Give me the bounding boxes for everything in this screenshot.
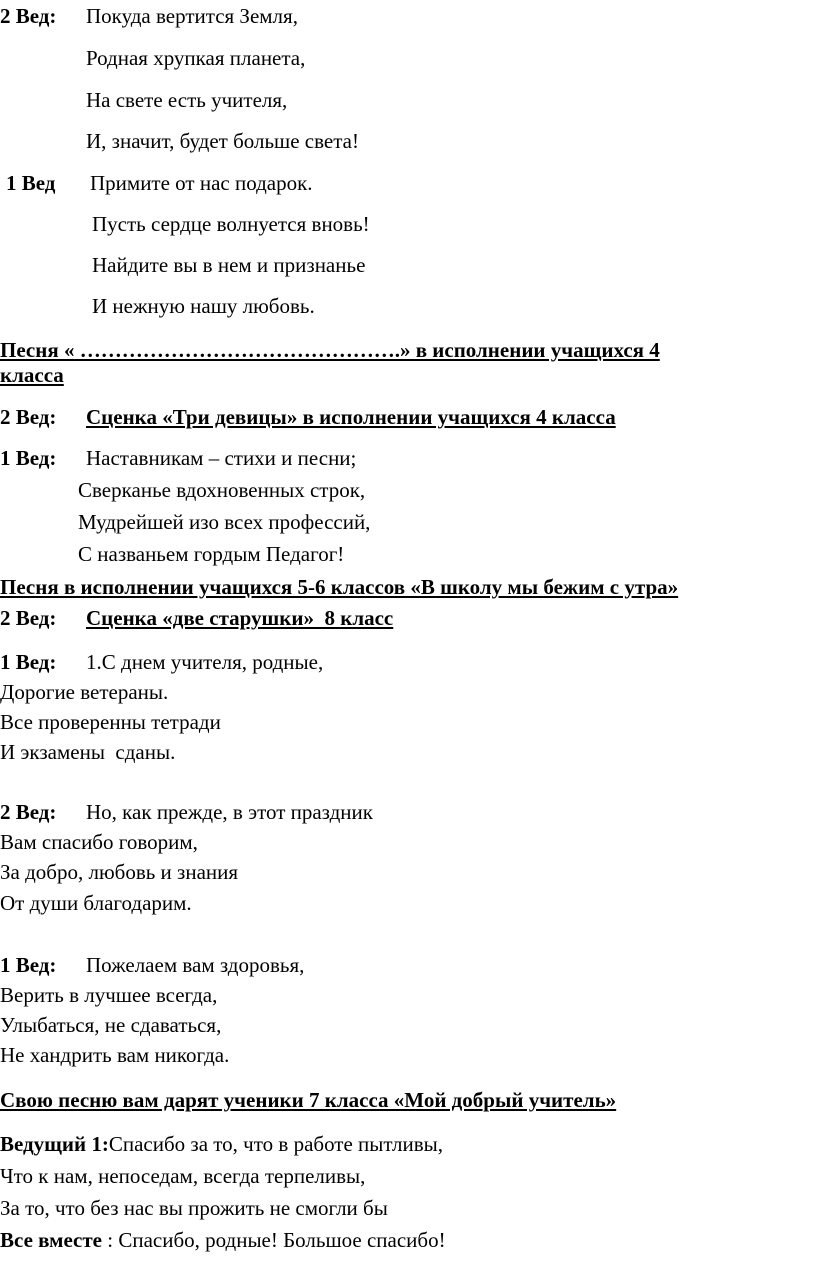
speaker-label: Ведущий 1:	[0, 1132, 109, 1156]
finale-line	[0, 1228, 446, 1252]
speaker-label: Все вместе	[0, 1228, 102, 1252]
verse-line: Вам спасибо говорим,	[0, 830, 198, 854]
verse-line: И нежную нашу любовь.	[92, 294, 315, 318]
finale-text: : Спасибо, родные! Большое спасибо!	[101, 1228, 446, 1252]
verse-line: Родная хрупкая планета,	[86, 46, 306, 70]
verse-line: Сверканье вдохновенных строк,	[78, 478, 366, 502]
verse-line: Примите от нас подарок.	[90, 171, 313, 195]
verse-line: Все проверенны тетради	[0, 710, 221, 734]
song-heading-continued: класса	[0, 363, 64, 387]
speaker-label: 2 Вед:	[0, 606, 57, 630]
song-heading: Свою песню вам дарят ученики 7 класса «Мой добрый учитель»	[0, 1088, 617, 1112]
scene-heading: Сценка «Три девицы» в исполнении учащихся 4 класса	[86, 405, 616, 429]
verse-line: Найдите вы в нем и признанье	[92, 253, 366, 277]
scene-heading: Сценка «две старушки» 8 класс	[86, 606, 394, 630]
verse-line: 1.С днем учителя, родные,	[86, 650, 324, 674]
verse-line: Улыбаться, не сдаваться,	[0, 1013, 222, 1037]
speaker-label: 1 Вед:	[0, 650, 57, 674]
verse-line: Покуда вертится Земля,	[86, 4, 298, 28]
verse-line: На свете есть учителя,	[86, 88, 288, 112]
verse-line: Спасибо за то, что в работе пытливы,	[108, 1132, 444, 1156]
verse-line: С названьем гордым Педагог!	[78, 542, 345, 566]
verse-line: За то, что без нас вы прожить не смогли бы	[0, 1196, 388, 1220]
speaker-label: 2 Вед:	[0, 405, 57, 429]
verse-line: Но, как прежде, в этот праздник	[86, 800, 373, 824]
verse-line-with-speaker	[0, 1132, 443, 1156]
verse-line: Верить в лучшее всегда,	[0, 983, 218, 1007]
verse-line: Что к нам, непоседам, всегда терпеливы,	[0, 1164, 366, 1188]
verse-line: Пусть сердце волнуется вновь!	[92, 212, 370, 236]
song-heading: Песня в исполнении учащихся 5-6 классов «В школу мы бежим с утра»	[0, 575, 679, 599]
speaker-label: 2 Вед:	[0, 4, 57, 28]
song-heading: Песня « ……………………………………….» в исполнении учащихся 4	[0, 338, 660, 362]
speaker-label: 1 Вед:	[0, 446, 57, 470]
verse-line: Наставникам – стихи и песни;	[86, 446, 357, 470]
verse-line: Дорогие ветераны.	[0, 680, 169, 704]
speaker-label: 2 Вед:	[0, 800, 57, 824]
verse-line: Не хандрить вам никогда.	[0, 1043, 230, 1067]
verse-line: Пожелаем вам здоровья,	[86, 953, 305, 977]
speaker-label: 1 Вед:	[0, 953, 57, 977]
verse-line: От души благодарим.	[0, 891, 192, 915]
verse-line: И, значит, будет больше света!	[86, 129, 359, 153]
verse-line: И экзамены сданы.	[0, 740, 176, 764]
speaker-label: 1 Вед	[6, 171, 56, 195]
verse-line: Мудрейшей изо всех профессий,	[78, 510, 371, 534]
verse-line: За добро, любовь и знания	[0, 860, 239, 884]
